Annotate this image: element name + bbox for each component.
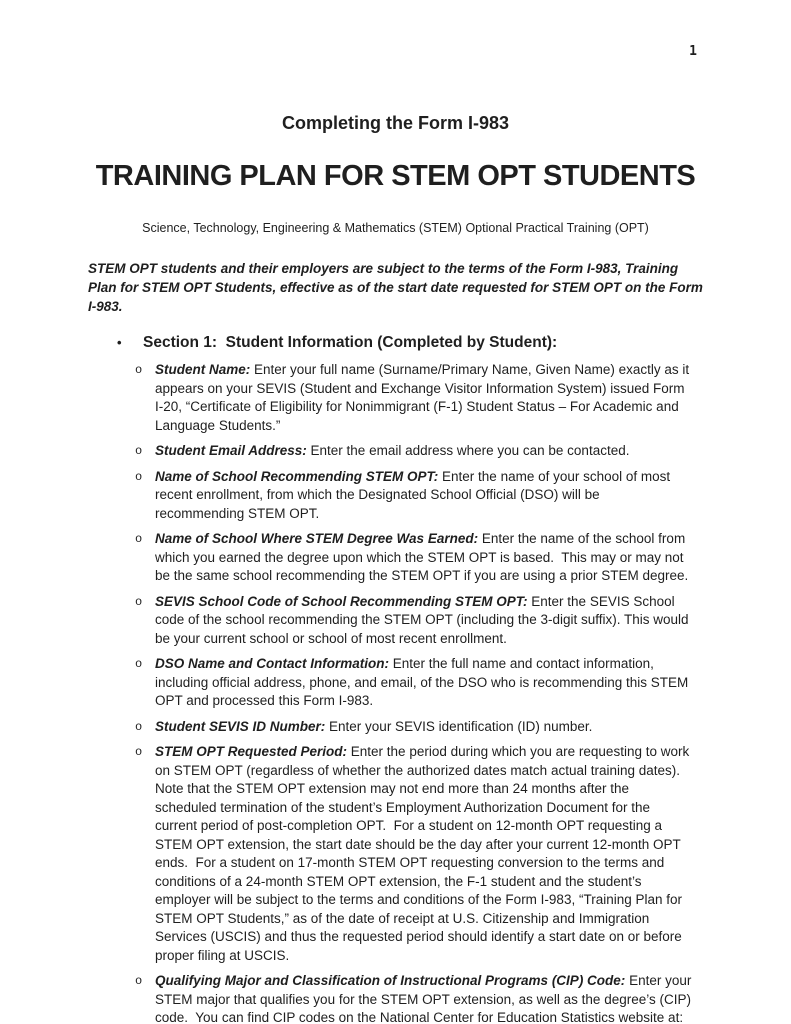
circle-bullet-icon: o — [135, 363, 143, 377]
circle-bullet-icon: o — [135, 657, 143, 671]
section1-heading: Section 1: Student Information (Completed by Student): — [143, 334, 558, 351]
item-label: DSO Name and Contact Information: — [155, 656, 390, 671]
item-text: Enter the email address where you can be contacted. — [306, 443, 630, 458]
item-label: Student Email Address: — [155, 443, 307, 458]
list-item-requested-period — [0, 743, 791, 965]
list-item-content — [155, 718, 692, 737]
circle-bullet-icon: o — [135, 719, 143, 734]
item-label: Student SEVIS ID Number: — [155, 718, 326, 734]
list-item-content — [155, 743, 692, 965]
doc-title: TRAINING PLAN FOR STEM OPT STUDENTS — [95, 160, 696, 192]
item-text: Enter the name of the school from which you earned the degree upon which the STEM OPT is based. This may or may not be the same school recommending the STEM OPT if you are using a prior STEM degree. — [155, 531, 689, 583]
list-item-content — [155, 972, 696, 1024]
item-label: SEVIS School Code of School Recommending STEM OPT: — [155, 593, 528, 609]
item-label: STEM OPT Requested Period: — [155, 744, 348, 759]
list-item-content — [155, 655, 692, 711]
circle-bullet-icon: o — [135, 594, 143, 609]
bullet-icon: • — [117, 335, 122, 350]
list-item-student-email — [0, 442, 791, 461]
item-text: Enter your SEVIS identification (ID) number. — [325, 718, 593, 734]
page-number: 1 — [689, 44, 697, 59]
list-item-content — [155, 361, 692, 435]
doc-subtitle: Science, Technology, Engineering & Mathematics (STEM) Optional Practical Training (OPT) — [142, 221, 649, 235]
list-item-cip-code — [0, 972, 791, 1024]
list-item-dso-contact — [0, 655, 791, 711]
item-text: Enter the SEVIS School code of the school recommending the STEM OPT (including the 3-digit suffix). This would be your current school or school of most recent enrollment. — [155, 593, 693, 646]
item-label: Name of School Where STEM Degree Was Earned: — [155, 531, 479, 546]
item-text: Enter the period during which you are requesting to work on STEM OPT (regardless of whether the authorized dates match actual training dates). Note that the STEM OPT extension may not end more than 24 months after the scheduled termination of the student’s Employment Authorization Document for the current period of post-completion OPT. For a student on 12-month OPT requesting a STEM OPT extension, the start date should be the day after your current 12-month OPT ends. For a student on 17-month STEM OPT requesting conversion to the terms and conditions of a 24-month STEM OPT extension, the F-1 student and the student’s employer will be subject to the terms and conditions of the Form I-983, “Training Plan for STEM OPT Students,” as of the date of receipt at U.S. Citizenship and Immigration Services (USCIS) and thus the requested period should identify a start date on or before proper filing at USCIS. — [155, 744, 693, 963]
item-text: Enter the name of your school of most recent enrollment, from which the Designated School Official (DSO) will be recommending STEM OPT. — [155, 468, 674, 521]
circle-bullet-icon: o — [135, 469, 143, 484]
item-label: Qualifying Major and Classification of Instructional Programs (CIP) Code: — [155, 973, 626, 988]
item-text: Enter your STEM major that qualifies you for the STEM OPT extension, as well as the degree’s (CIP) code. You can find CIP codes on the National Center for Education Statistics website at: — [155, 973, 696, 1024]
intro-paragraph: STEM OPT students and their employers are subject to the terms of the Form I-983, Training Plan for STEM OPT Students, effective as of the start date requested for STEM OPT on the Form I-983. — [88, 261, 703, 314]
list-item-school-recommending — [0, 468, 791, 524]
list-item-content — [155, 593, 692, 649]
list-item-student-name — [0, 361, 791, 435]
item-label: Name of School Recommending STEM OPT: — [155, 468, 439, 484]
doc-kicker: Completing the Form I-983 — [281, 113, 510, 133]
list-item-content — [155, 530, 692, 586]
item-text: Enter your full name (Surname/Primary Name, Given Name) exactly as it appears on your SEVIS (Student and Exchange Visitor Information System) issued Form I-20, “Certificate of Eligibility for Nonimmigrant (F-1) Student Status – For Academic and Language Students.” — [155, 362, 693, 433]
list-item-content — [155, 468, 692, 524]
circle-bullet-icon: o — [135, 974, 143, 988]
item-label: Student Name: — [155, 362, 251, 377]
list-item-school-degree-earned — [0, 530, 791, 586]
circle-bullet-icon: o — [135, 745, 143, 759]
list-item-sevis-id — [0, 718, 791, 737]
circle-bullet-icon: o — [135, 532, 143, 546]
item-text: Enter the full name and contact information, including official address, phone, and email, of the DSO who is recommending this STEM OPT and processed this Form I-983. — [155, 656, 693, 708]
list-item-content — [155, 442, 692, 461]
section1-item-list — [0, 361, 791, 1024]
list-item-sevis-school-code — [0, 593, 791, 649]
section1-heading-row — [0, 333, 791, 353]
circle-bullet-icon: o — [135, 444, 143, 458]
